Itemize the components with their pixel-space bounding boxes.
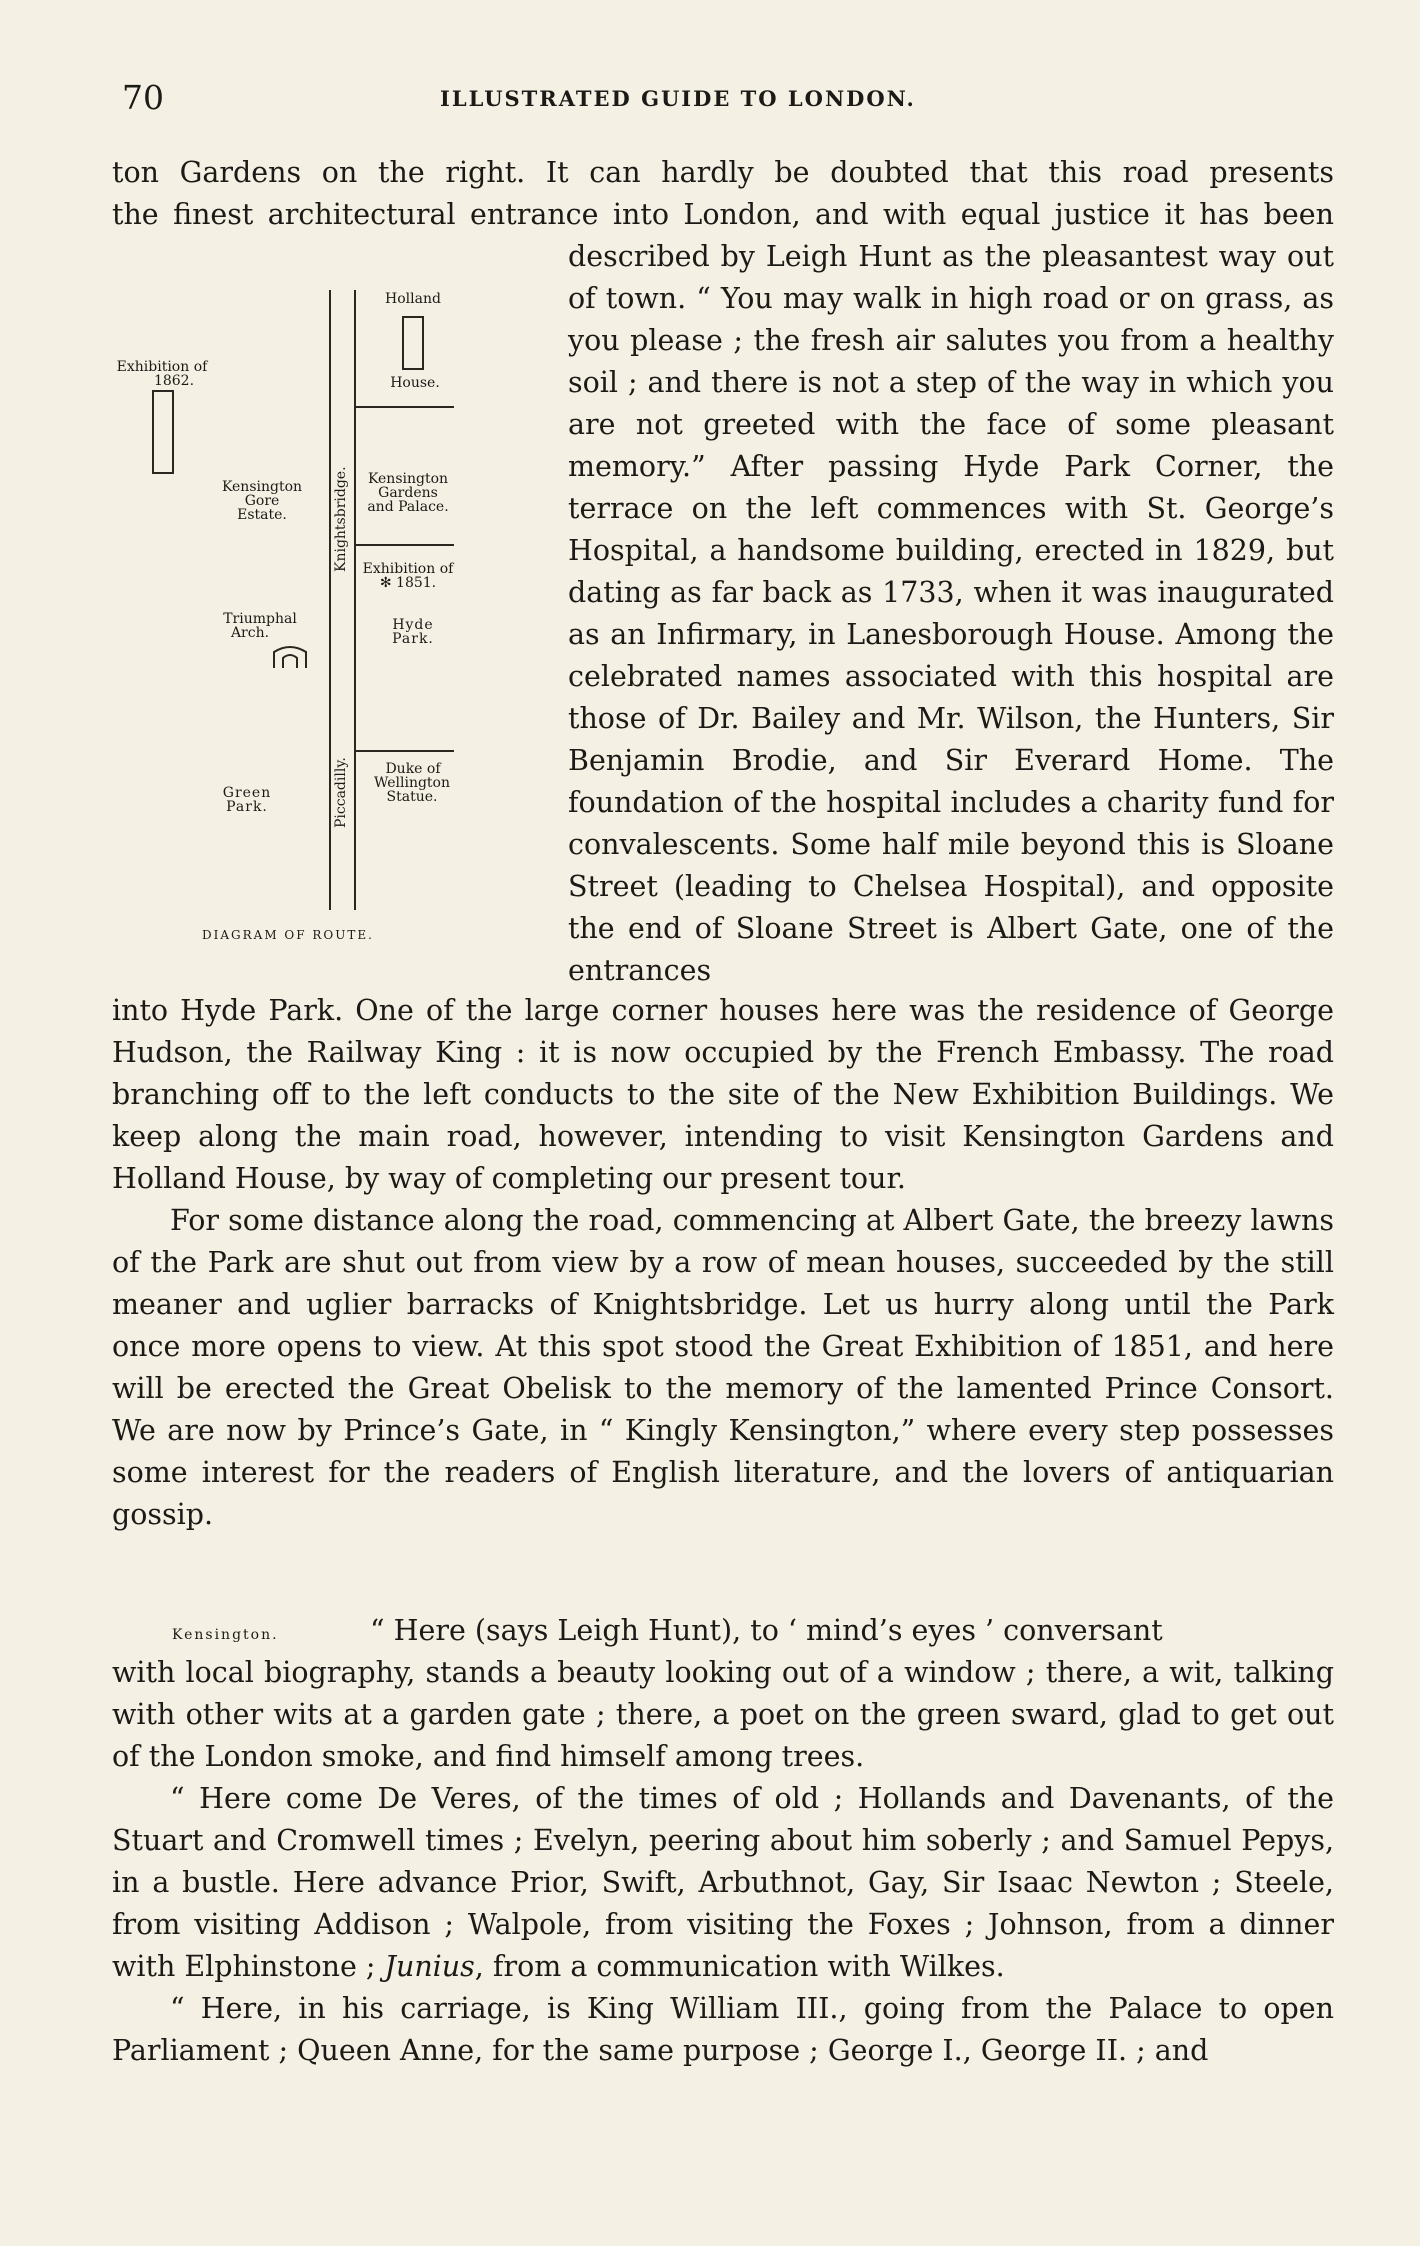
- label-hyde-b: Park.: [392, 631, 434, 647]
- label-kensington-gardens-b: Gardens: [378, 485, 438, 501]
- quote-1-line-1: “ Here (says Leigh Hunt), to ‘ mind’s eyes ’ conversant: [370, 1614, 1163, 1647]
- label-kensington-gardens-a: Kensington: [367, 471, 449, 487]
- intro-block: [112, 152, 1334, 236]
- label-duke-c: Statue.: [386, 789, 438, 805]
- label-holland: Holland: [385, 291, 441, 307]
- divider-3: [354, 750, 454, 752]
- label-green-a: Green: [222, 785, 272, 801]
- quote-2-part-a: “ Here come De Veres, of the times of old ; Hollands and Davenants, of the Stuart and Cromwell times ; Evelyn, peering about him soberly ; and Samuel Pepys, in a bustle. Here advance Prior, Swift, Arbuthnot, Gay, Sir Isaac Newton ; Steele, from visiting Addison ; Walpole, from visiting the Foxes ; Johnson, from a dinner with Elphinstone ;: [112, 1782, 1334, 1983]
- quote-2-part-b: , from a communication with Wilkes.: [474, 1950, 1005, 1983]
- quote-3: “ Here, in his carriage, is King William III., going from the Palace to open Parliament ; Queen Anne, for the same purpose ; George I., George II. ; and: [112, 1992, 1334, 2067]
- label-exhibition-1851-a: Exhibition of: [362, 561, 454, 577]
- intro-line-2: the finest architectural entrance into London, and with equal justice it has been: [112, 198, 1334, 231]
- route-diagram: [112, 280, 552, 960]
- divider-1: [354, 406, 454, 408]
- paragraph-1-continued: into Hyde Park. One of the large corner houses here was the residence of George Hudson, the Railway King : it is now occupied by the French Embassy. The road branching off to the left conducts to the site of the New Exhibition Buildings. We keep along the main road, however, intending to visit Kensington Gardens and Holland House, by way of completing our present tour.: [112, 994, 1334, 1195]
- label-triumphal-b: Arch.: [230, 625, 270, 641]
- paragraph-2: For some distance along the road, commencing at Albert Gate, the breezy lawns of the Park are shut out from view by a row of mean houses, succeeded by the still meaner and uglier barracks of Knightsbridge. Let us hurry along until the Park once more opens to view. At this spot stood the Great Exhibition of 1851, and here will be erected the Great Obelisk to the memory of the lamented Prince Consort. We are now by Prince’s Gate, in “ Kingly Kensington,” where every step possesses some interest for the readers of English literature, and the lovers of antiquarian gossip.: [112, 1204, 1334, 1531]
- label-hyde-a: Hyde: [392, 617, 434, 633]
- road-left-line: [329, 290, 331, 910]
- page-number: 70: [122, 78, 164, 117]
- label-house: House.: [390, 375, 440, 391]
- diagram-caption: DIAGRAM OF ROUTE.: [202, 928, 374, 942]
- holland-house-marker: [402, 316, 424, 370]
- triumphal-arch-icon: [270, 642, 312, 670]
- label-piccadilly: Piccadilly.: [333, 757, 349, 828]
- quote-2: [112, 1778, 1334, 1988]
- label-kensington-gardens-c: and Palace.: [367, 499, 449, 515]
- road-right-line: [354, 290, 356, 910]
- side-column: described by Leigh Hunt as the pleasantest way out of town. “ You may walk in high road or on grass, as you please ; the fresh air salutes you from a healthy soil ; and there is not a step of the way in which you are not greeted with the face of some pleasant memory.” After passing Hyde Park Corner, the terrace on the left commences with St. George’s Hospital, a handsome building, erected in 1829, but dating as far back as 1733, when it was inaugurated as an Infirmary, in Lanesborough House. Among the celebrated names associated with this hospital are those of Dr. Bailey and Mr. Wilson, the Hunters, Sir Benjamin Brodie, and Sir Everard Home. The foundation of the hospital includes a charity fund for convalescents. Some half mile beyond this is Sloane Street (leading to Chelsea Hospital), and opposite the end of Sloane Street is Albert Gate, one of the entrances: [568, 240, 1334, 987]
- exhibition-1862-marker: [152, 390, 174, 474]
- label-green-b: Park.: [226, 799, 268, 815]
- label-triumphal-a: Triumphal: [223, 611, 297, 627]
- intro-line-1: ton Gardens on the right. It can hardly be doubted that this road presents: [112, 156, 1334, 189]
- running-title: ILLUSTRATED GUIDE TO LONDON.: [440, 86, 916, 111]
- label-knightsbridge: Knightsbridge.: [333, 466, 349, 572]
- label-duke-a: Duke of: [385, 761, 441, 777]
- label-kensington-gore-a: Kensington: [221, 479, 303, 495]
- label-exhibition-1862-b: 1862.: [153, 373, 195, 389]
- main-text: [112, 990, 1334, 1536]
- quote-2-italic: Junius: [384, 1950, 475, 1983]
- label-kensington-gore-c: Estate.: [237, 507, 287, 523]
- quote-block: [112, 1610, 1334, 2072]
- label-duke-b: Wellington: [373, 775, 450, 791]
- quote-1-rest: with local biography, stands a beauty looking out of a window ; there, a wit, talking with other wits at a garden gate ; there, a poet on the green sward, glad to get out of the London smoke, and find himself among trees.: [112, 1656, 1334, 1773]
- label-exhibition-1862-a: Exhibition of: [116, 359, 208, 375]
- margin-note: Kensington.: [172, 1627, 279, 1643]
- divider-2: [354, 544, 454, 546]
- label-kensington-gore-b: Gore: [244, 493, 280, 509]
- label-exhibition-1851-b: ✻ 1851.: [379, 575, 437, 591]
